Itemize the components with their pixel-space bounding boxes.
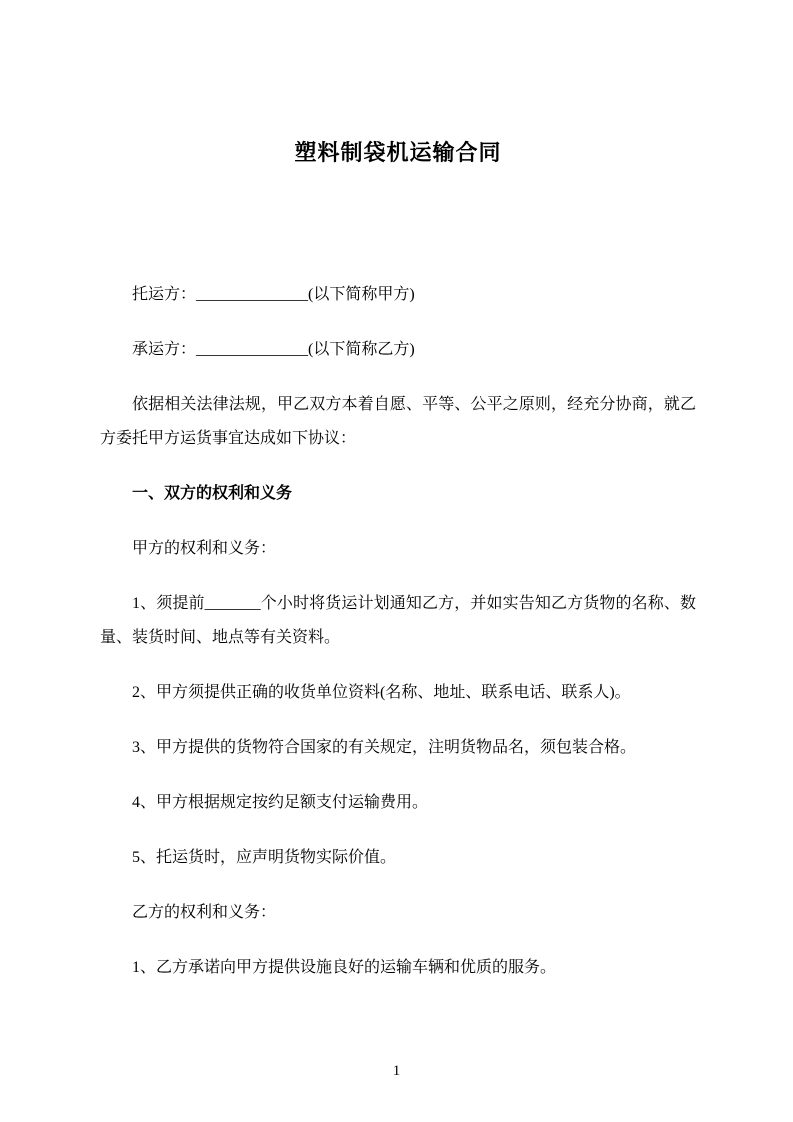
party-a-item-3: 3、甲方提供的货物符合国家的有关规定，注明货物品名，须包装合格。 xyxy=(132,739,637,756)
party-a-item-4: 4、甲方根据规定按约足额支付运输费用。 xyxy=(132,794,429,811)
party-b-item-1: 1、乙方承诺向甲方提供设施良好的运输车辆和优质的服务。 xyxy=(132,959,557,976)
section-heading-rights-and-obligations: 一、双方的权利和义务 xyxy=(132,485,293,502)
intro-paragraph: 依据相关法律法规，甲乙双方本着自愿、平等、公平之原则，经充分协商，就乙方委托甲方运货事宜达成如下协议： xyxy=(100,396,696,447)
party-a-item-2: 2、甲方须提供正确的收货单位资料(名称、地址、联系电话、联系人)。 xyxy=(132,684,631,701)
shipper-line: 托运方：______________(以下简称甲方) xyxy=(132,286,415,303)
party-a-item-5: 5、托运货时，应声明货物实际价值。 xyxy=(132,849,397,866)
carrier-line: 承运方：______________(以下简称乙方) xyxy=(132,341,415,358)
document-title: 塑料制袋机运输合同 xyxy=(294,140,502,165)
party-a-item-1: 1、须提前_______个小时将货运计划通知乙方，并如实告知乙方货物的名称、数量、装货时间、地点等有关资料。 xyxy=(100,595,696,646)
party-b-heading: 乙方的权利和义务： xyxy=(132,904,277,921)
party-a-heading: 甲方的权利和义务： xyxy=(132,540,277,557)
page-number: 1 xyxy=(392,1063,401,1079)
